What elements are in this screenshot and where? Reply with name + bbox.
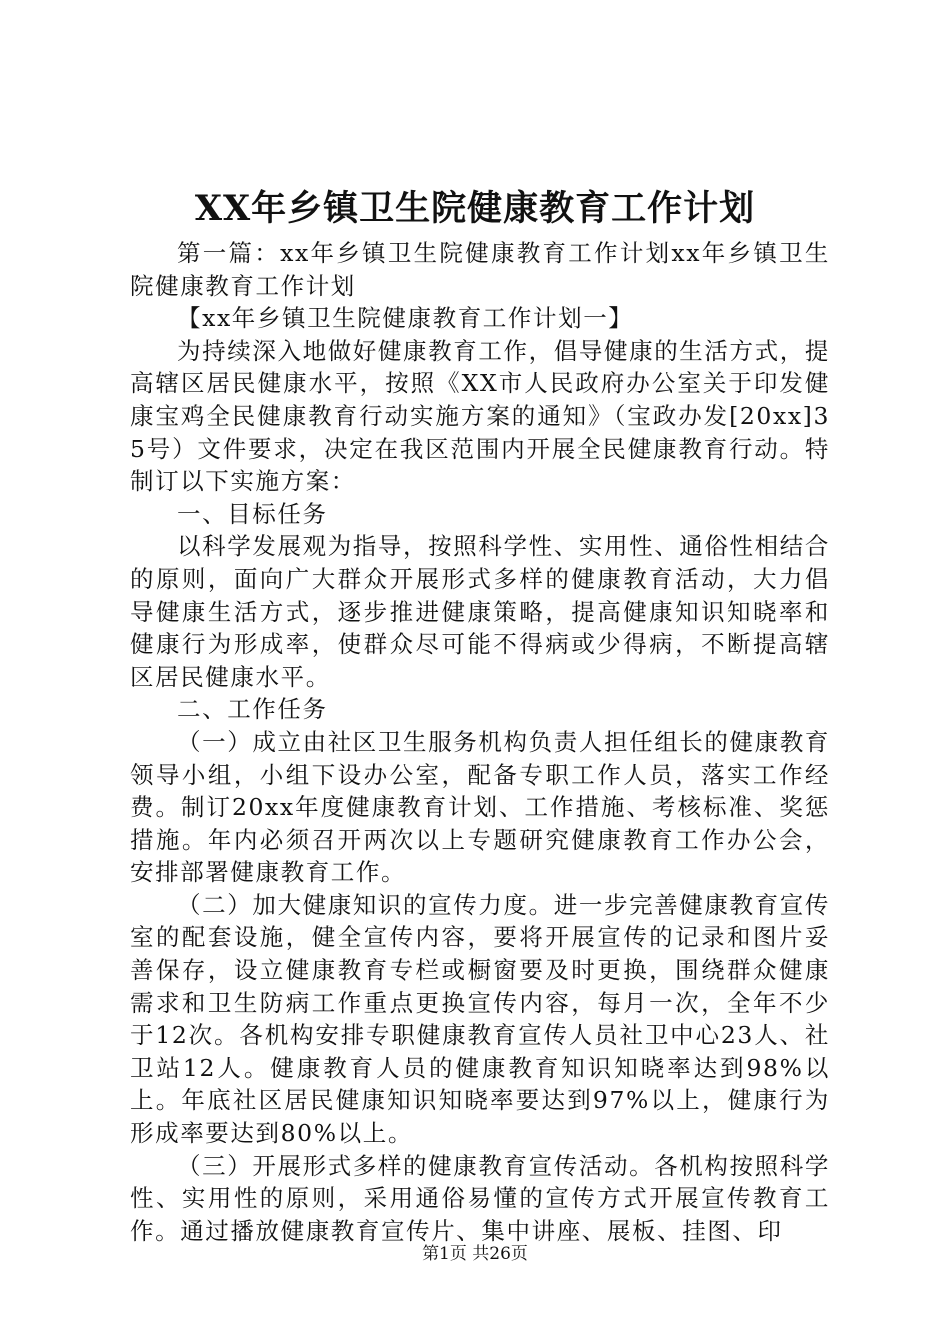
- paragraph-chapter-heading: 第一篇：xx年乡镇卫生院健康教育工作计划xx年乡镇卫生院健康教育工作计划: [130, 239, 830, 300]
- paragraph-plan-label: 【xx年乡镇卫生院健康教育工作计划一】: [177, 304, 634, 333]
- paragraph-task-1: （一）成立由社区卫生服务机构负责人担任组长的健康教育领导小组，小组下设办公室，配备专职工作人员，落实工作经费。制订20xx年度健康教育计划、工作措施、考核标准、奖惩措施。年内必须召开两次以上专题研究健康教育工作办公会，安排部署健康教育工作。: [130, 727, 830, 887]
- document-body: [130, 237, 830, 1247]
- page-footer: 第1页 共26页: [422, 1244, 528, 1264]
- paragraph-intro: 为持续深入地做好健康教育工作，倡导健康的生活方式，提高辖区居民健康水平，按照《XX市人民政府办公室关于印发健康宝鸡全民健康教育行动实施方案的通知》（宝政办发[20xx]35号）文件要求，决定在我区范围内开展全民健康教育行动。特制订以下实施方案：: [130, 336, 830, 496]
- paragraph-task-3: （三）开展形式多样的健康教育宣传活动。各机构按照科学性、实用性的原则，采用通俗易懂的宣传方式开展宣传教育工作。通过播放健康教育宣传片、集中讲座、展板、挂图、印: [130, 1151, 830, 1245]
- section-heading-goals: 一、目标任务: [177, 499, 328, 528]
- paragraph-goals: 以科学发展观为指导，按照科学性、实用性、通俗性相结合的原则，面向广大群众开展形式多样的健康教育活动，大力倡导健康生活方式，逐步推进健康策略，提高健康知识知晓率和健康行为形成率，使群众尽可能不得病或少得病，不断提高辖区居民健康水平。: [130, 532, 830, 691]
- paragraph-task-2: （二）加大健康知识的宣传力度。进一步完善健康教育宣传室的配套设施，健全宣传内容，要将开展宣传的记录和图片妥善保存，设立健康教育专栏或橱窗要及时更换，围绕群众健康需求和卫生防病工作重点更换宣传内容，每月一次，全年不少于12次。各机构安排专职健康教育宣传人员社卫中心23人、社卫站12人。健康教育人员的健康教育知识知晓率达到98%以上。年底社区居民健康知识知晓率要达到97%以上，健康行为形成率要达到80%以上。: [130, 890, 830, 1148]
- document-title: XX年乡镇卫生院健康教育工作计划: [194, 188, 756, 229]
- section-heading-tasks: 二、工作任务: [177, 695, 328, 724]
